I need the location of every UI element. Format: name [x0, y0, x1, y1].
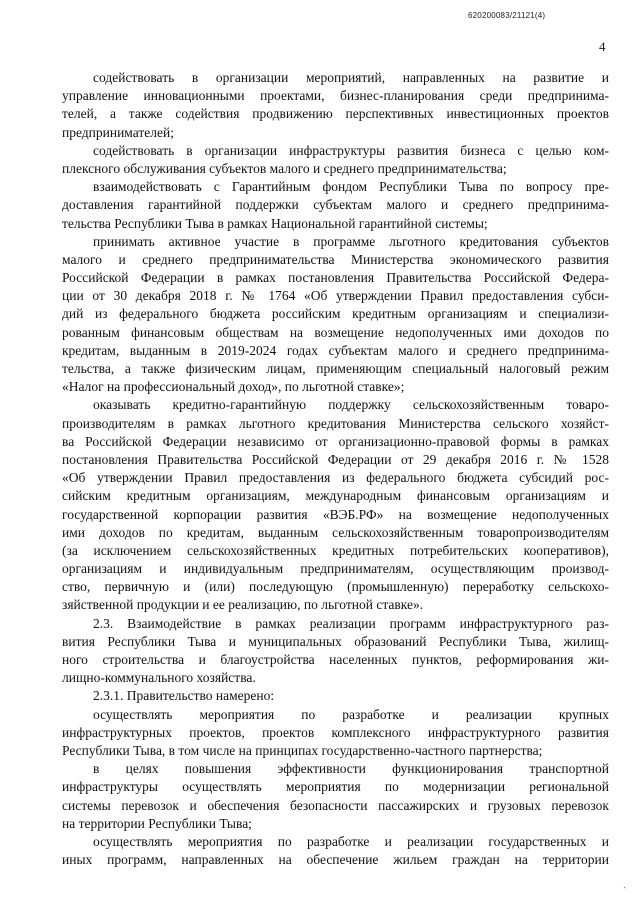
text-line: ции от 30 декабря 2018 г. № 1764 «Об утверждении Правил предоставления субси-	[62, 288, 609, 304]
text-line: организациям и индивидуальным предпринимателям, осуществляющим производ-	[62, 561, 609, 577]
text-line: производителям в рамках льготного кредитования Министерства сельского хозяйст-	[62, 415, 609, 431]
text-line: лищно-коммунального хозяйства.	[62, 670, 256, 686]
text-line: оказывать кредитно-гарантийную поддержку сельскохозяйственным товаро-	[93, 397, 609, 413]
text-line: малого и среднего предпринимательства Министерства экономического развития	[62, 251, 609, 267]
text-line: на территории Республики Тыва;	[62, 815, 252, 831]
text-line: зяйственной продукции и ее реализацию, по льготной ставке».	[62, 597, 424, 613]
text-line: «Налог на профессиональный доход», по льготной ставке»;	[62, 379, 405, 395]
text-line: 2.3.1. Правительство намерено:	[93, 688, 275, 704]
text-line: в целях повышения эффективности функционирования транспортной	[93, 761, 609, 777]
text-line: иных программ, направленных на обеспечение жильем граждан на территории	[62, 852, 609, 868]
text-line: инфраструктурных проектов, проектов комплексного инфраструктурного развития	[62, 724, 609, 740]
text-line: взаимодействовать с Гарантийным фондом Республики Тыва по вопросу пре-	[93, 179, 609, 195]
text-line: телей, а также содействия продвижению перспективных инвестиционных проектов	[62, 106, 609, 122]
text-line: «Об утверждении Правил предоставления из федерального бюджета субсидий рос-	[62, 470, 609, 486]
text-line: рованным финансовым обществам на возмещение недополученных ими доходов по	[62, 324, 609, 340]
text-line: вития Республики Тыва и муниципальных образований Республики Тыва, жилищ-	[62, 633, 609, 649]
text-line: ва Российской Федерации независимо от организационно-правовой формы в рамках	[62, 433, 609, 449]
text-line: Российской Федерации в рамках постановления Правительства Российской Федера-	[62, 270, 609, 286]
text-line: 2.3. Взаимодействие в рамках реализации программ инфраструктурного раз-	[93, 615, 609, 631]
text-line: дий из федерального бюджета российским кредитным организациям и специализи-	[62, 306, 609, 322]
text-line: системы перевозок и обеспечения безопасности пассажирских и грузовых перевозок	[62, 797, 609, 813]
text-line: плексного обслуживания субъектов малого и среднего предпринимательства;	[62, 160, 507, 176]
text-line: тельства, а также физическим лицам, применяющим специальный налоговый режим	[62, 361, 609, 376]
text-line: принимать активное участие в программе льготного кредитования субъектов	[93, 233, 609, 249]
text-line: содействовать в организации инфраструктуры развития бизнеса с целью ком-	[93, 142, 609, 158]
text-line: тельства Республики Тыва в рамках Национальной гарантийной системы;	[62, 215, 488, 231]
text-line: (за исключением сельскохозяйственных кредитных потребительских кооперативов),	[62, 542, 609, 558]
text-line: предпринимателей;	[62, 124, 174, 140]
text-line: инфраструктуры осуществлять мероприятия по модернизации региональной	[62, 779, 609, 795]
document-body	[62, 69, 609, 869]
text-line: ими доходов по кредитам, выданным сельскохозяйственным товаропроизводителям	[62, 524, 609, 540]
scan-mark: ˏ	[623, 878, 627, 889]
text-line: содействовать в организации мероприятий, направленных на развитие и	[93, 70, 609, 85]
text-line: управление инновационными проектами, бизнес-планирования среди предпринима-	[62, 88, 609, 104]
text-line: ство, первичную и (или) последующую (промышленную) переработку сельскохо-	[62, 579, 609, 595]
document-code: 620200083/21121(4)	[468, 11, 546, 20]
page-number: 4	[599, 39, 606, 54]
text-line: кредитам, выданным в 2019-2024 годах субъектам малого и среднего предпринима-	[62, 342, 609, 358]
text-line: государственной корпорации развития «ВЭБ.РФ» на возмещение недополученных	[62, 506, 609, 522]
text-line: Республики Тыва, в том числе на принципах государственно-частного партнерства;	[62, 742, 543, 758]
text-line: сийским кредитным организациям, международным финансовым организациям и	[62, 488, 609, 504]
text-line: осуществлять мероприятия по разработке и реализации государственных и	[93, 833, 609, 849]
text-line: доставления гарантийной поддержки субъектам малого и среднего предпринима-	[62, 197, 609, 213]
text-line: ного строительства и благоустройства населенных пунктов, реформирования жи-	[62, 652, 609, 667]
text-line: постановления Правительства Российской Федерации от 29 декабря 2016 г. № 1528	[62, 451, 609, 467]
text-line: осуществлять мероприятия по разработке и реализации крупных	[93, 706, 609, 722]
